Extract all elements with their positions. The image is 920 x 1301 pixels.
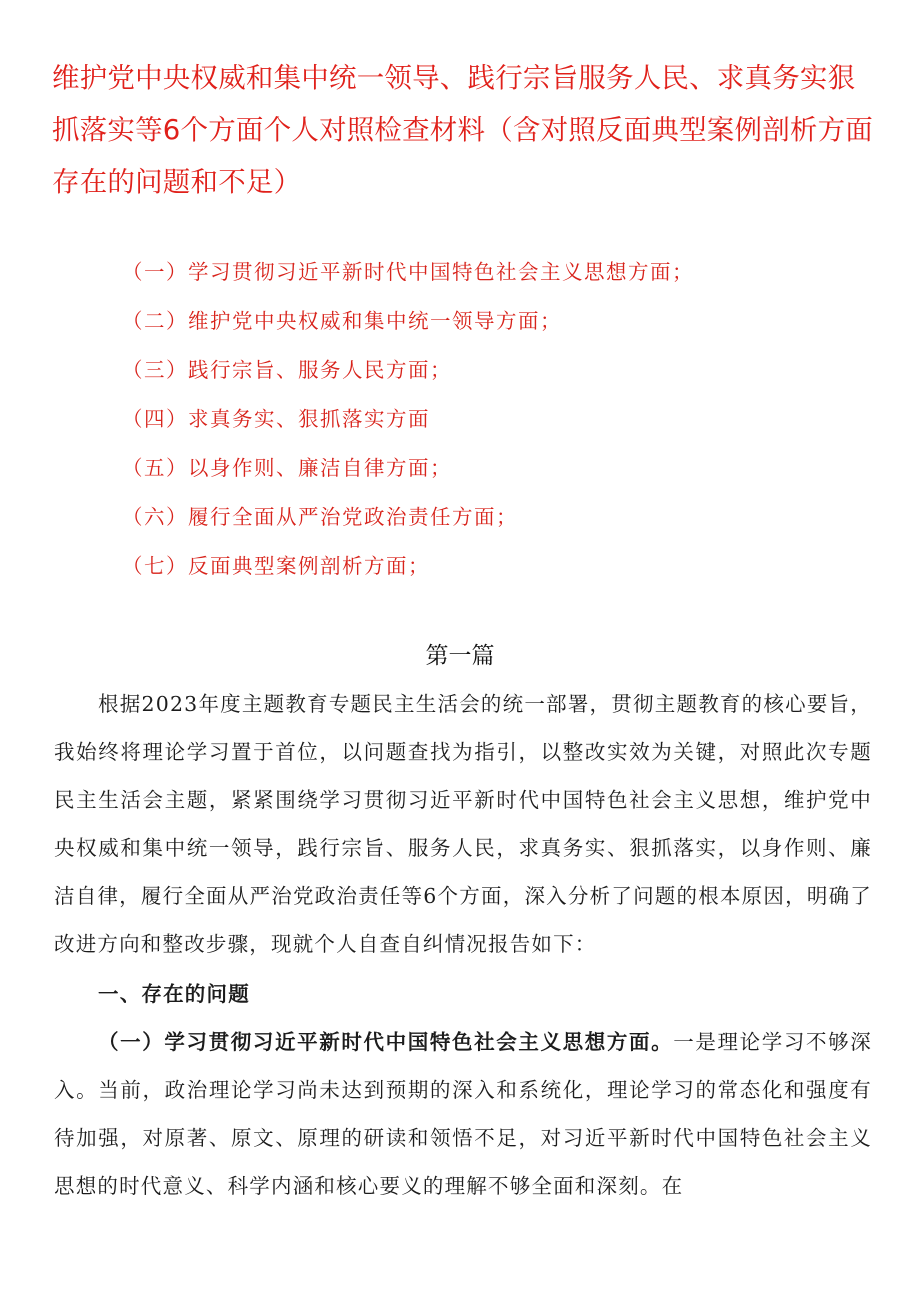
toc-item-2: （二）维护党中央权威和集中统一领导方面；: [122, 309, 562, 333]
intro-paragraph: 根据2023年度主题教育专题民主生活会的统一部署，贯彻主题教育的核心要旨，我始终将理论学习置于首位，以问题查找为指引，以整改实效为关键，对照此次专题民主生活会主题，紧紧围绕学习贯彻习近平新时代中国特色社会主义思想，维护党中央权威和集中统一领导，践行宗旨、服务人民，求真务实、狠抓落实，以身作则、廉洁自律，履行全面从严治党政治责任等6个方面，深入分析了问题的根本原因，明确了改进方向和整改步骤，现就个人自查自纠情况报告如下：: [54, 692, 872, 956]
subsection-1-paragraph: [54, 1018, 872, 1210]
toc-item-4: （四）求真务实、狠抓落实方面: [122, 407, 430, 431]
section-heading: 第一篇: [425, 643, 495, 669]
toc-item-1: （一）学习贯彻习近平新时代中国特色社会主义思想方面；: [122, 260, 694, 284]
heading-existing-problems: 一、存在的问题: [98, 982, 250, 1006]
toc-item-5: （五）以身作则、廉洁自律方面；: [122, 456, 452, 480]
toc-item-7: （七）反面典型案例剖析方面；: [122, 554, 430, 578]
toc-item-3: （三）践行宗旨、服务人民方面；: [122, 358, 452, 382]
subsection-1-lead: （一）学习贯彻习近平新时代中国特色社会主义思想方面。: [98, 1030, 674, 1054]
toc-item-6: （六）履行全面从严治党政治责任方面；: [122, 505, 518, 529]
table-of-contents: [122, 248, 694, 591]
document-title: 维护党中央权威和集中统一领导、践行宗旨服务人民、求真务实狠抓落实等6个方面个人对照检查材料（含对照反面典型案例剖析方面存在的问题和不足）: [52, 62, 873, 198]
subsection-1-body: 一是理论学习不够深入。当前，政治理论学习尚未达到预期的深入和系统化，理论学习的常态化和强度有待加强，对原著、原文、原理的研读和领悟不足，对习近平新时代中国特色社会主义思想的时代意义、科学内涵和核心要义的理解不够全面和深刻。在: [54, 1030, 872, 1198]
